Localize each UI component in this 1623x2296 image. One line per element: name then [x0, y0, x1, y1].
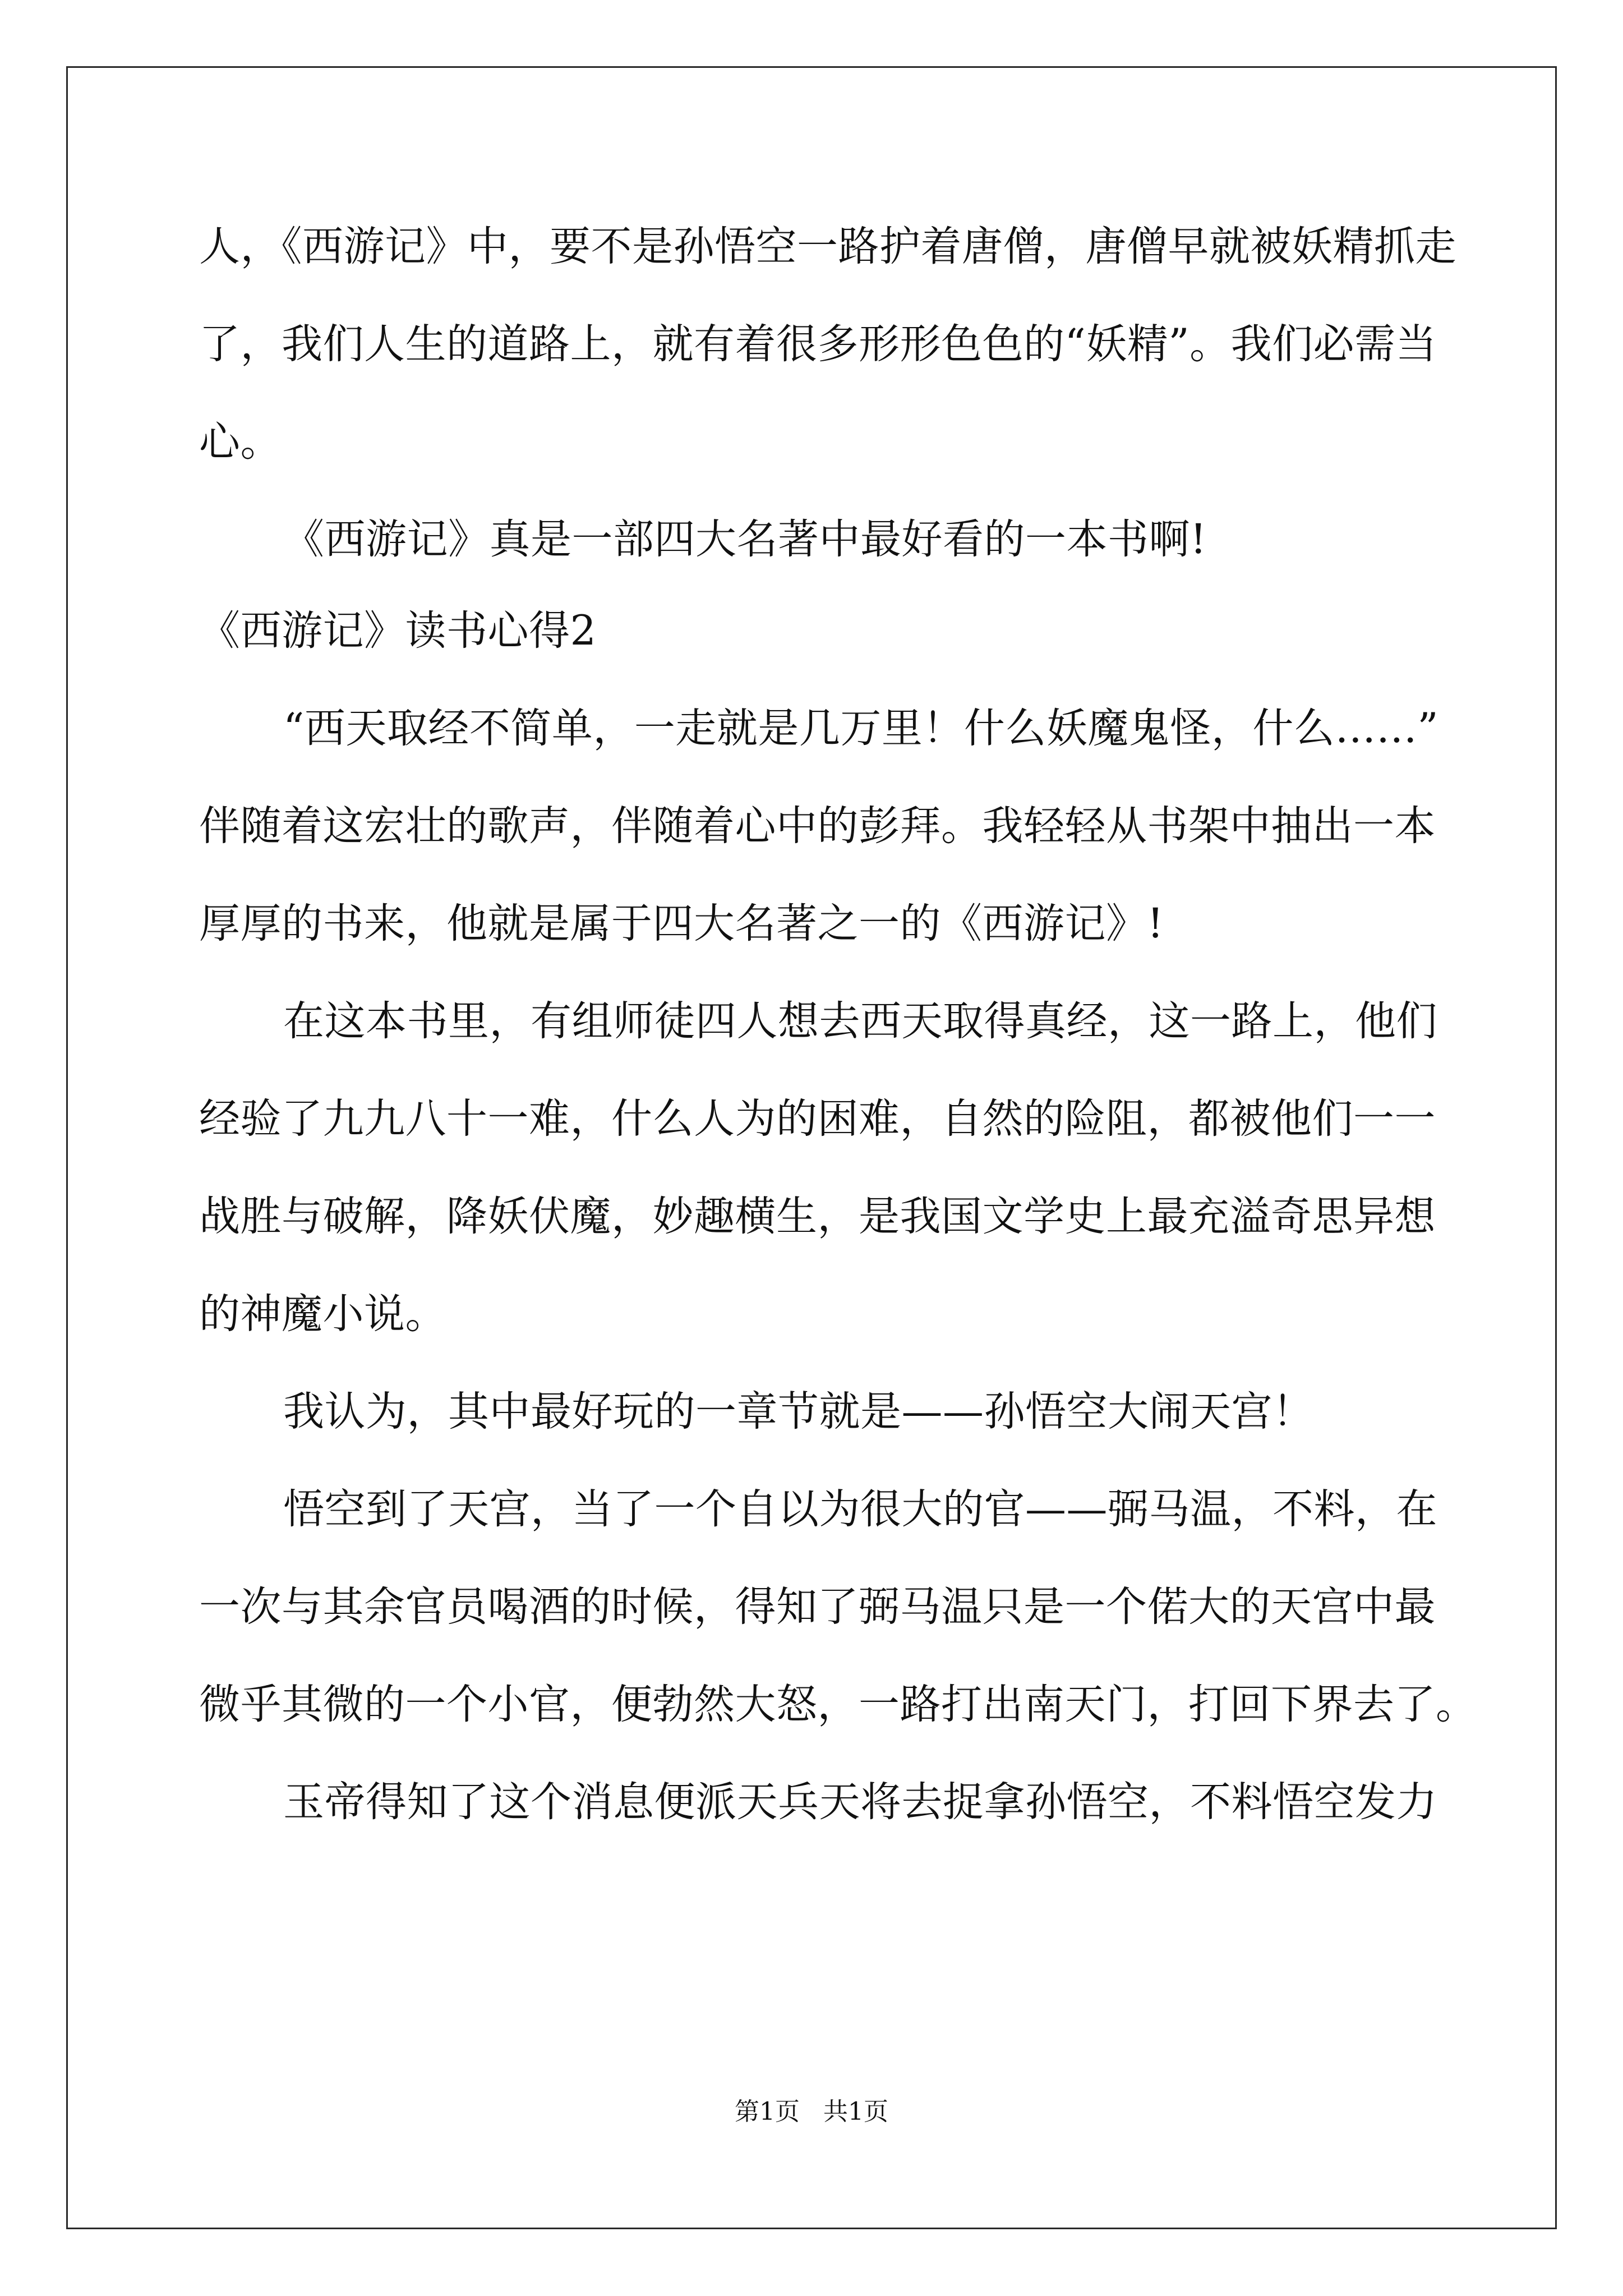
text-line: 心。: [199, 418, 282, 466]
text-line: 我认为，其中最好玩的一章节就是——孙悟空大闹天宫！: [283, 1388, 1314, 1435]
text-line: 悟空到了天宫，当了一个自以为很大的官——弼马温，不料，在: [283, 1485, 1437, 1533]
text-line: 一次与其余官员喝酒的时候，得知了弼马温只是一个偌大的天宫中最: [199, 1583, 1436, 1631]
page-border: [66, 66, 1557, 2229]
text-line: 战胜与破解，降妖伏魔，妙趣横生，是我国文学史上最充溢奇思异想: [199, 1193, 1436, 1240]
text-line: “西天取经不简单，一走就是几万里！什么妖魔鬼怪，什么……”: [283, 705, 1439, 752]
page-footer: 第1页 共1页: [735, 2097, 888, 2126]
text-line: 厚厚的书来，他就是属于四大名著之一的《西游记》!: [199, 900, 1164, 947]
text-line: 经验了九九八十一难，什么人为的困难，自然的险阻，都被他们一一: [199, 1095, 1436, 1143]
text-line: 伴随着这宏壮的歌声，伴随着心中的彭拜。我轻轻从书架中抽出一本: [199, 802, 1436, 850]
text-line: 人，《西游记》中，要不是孙悟空一路护着唐僧，唐僧早就被妖精抓走: [199, 223, 1456, 270]
text-line: 在这本书里，有组师徒四人想去西天取得真经，这一路上，他们: [283, 997, 1437, 1045]
text-line: 微乎其微的一个小官，便勃然大怒，一路打出南天门，打回下界去了。: [199, 1681, 1477, 1728]
text-line: 了，我们人生的道路上，就有着很多形形色色的“妖精”。我们必需当: [199, 320, 1437, 368]
section-heading: 《西游记》读书心得2: [199, 607, 597, 655]
text-line: 《西游记》真是一部四大名著中最好看的一本书啊!: [283, 516, 1207, 563]
text-line: 玉帝得知了这个消息便派天兵天将去捉拿孙悟空，不料悟空发力: [283, 1778, 1437, 1826]
text-line: 的神魔小说。: [199, 1290, 446, 1338]
